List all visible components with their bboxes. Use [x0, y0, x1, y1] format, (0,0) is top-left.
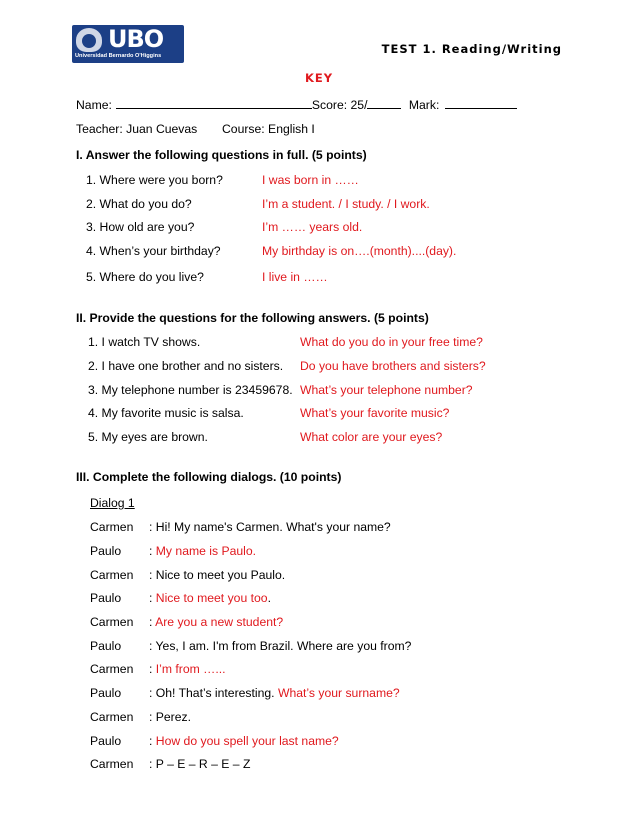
dialog-text: : Nice to meet you Paulo.	[149, 568, 286, 582]
list-item-question: 4. When’s your birthday?	[86, 244, 221, 258]
dialog-answer: Nice to meet you too	[155, 591, 268, 605]
founder-portrait-icon	[76, 28, 102, 52]
list-item-answer: I live in ……	[262, 270, 328, 284]
list-item-answer-given: 2. I have one brother and no sisters.	[88, 359, 284, 373]
dialog-answer: What’s your surname?	[277, 686, 400, 700]
teacher-label: Teacher: Juan Cuevas	[76, 122, 198, 136]
list-item-answer: My birthday is on….(month)....(day).	[262, 244, 457, 258]
dialog-text: : Oh! That’s interesting.	[149, 686, 278, 700]
dialog-text: : P – E – R – E – Z	[149, 757, 251, 771]
list-item-answer-given: 1. I watch TV shows.	[88, 335, 201, 349]
dialog-speaker: Carmen	[90, 520, 134, 534]
list-item-answer: I’m …… years old.	[262, 220, 363, 234]
section3-heading: III. Complete the following dialogs. (10 points)	[76, 470, 342, 484]
dialog-text: :	[149, 662, 156, 676]
dialog-text-tail: .	[267, 591, 271, 605]
dialog-speaker: Carmen	[90, 757, 134, 771]
dialog-line	[149, 591, 271, 605]
dialog-line	[149, 734, 339, 748]
dialog-line	[149, 710, 191, 724]
list-item-question-key: What do you do in your free time?	[300, 335, 483, 349]
course-label: Course: English I	[222, 122, 315, 136]
dialog-line	[149, 520, 391, 534]
dialog-title: Dialog 1	[90, 496, 135, 510]
dialog-text: : Yes, I am. I'm from Brazil. Where are you from?	[149, 639, 412, 653]
test-title: TEST 1. Reading/Writing	[381, 42, 562, 56]
dialog-answer: Are you a new student?	[155, 615, 284, 629]
section1-heading: I. Answer the following questions in full. (5 points)	[76, 148, 367, 162]
list-item-answer-given: 4. My favorite music is salsa.	[88, 406, 244, 420]
dialog-speaker: Carmen	[90, 710, 134, 724]
dialog-text: : Perez.	[149, 710, 191, 724]
list-item-answer: I’m a student. / I study. / I work.	[262, 197, 430, 211]
dialog-speaker: Paulo	[90, 639, 122, 653]
dialog-text: :	[149, 544, 156, 558]
dialog-answer: How do you spell your last name?	[155, 734, 339, 748]
score-blank	[367, 97, 401, 109]
dialog-answer: My name is Paulo.	[155, 544, 257, 558]
dialog-speaker: Paulo	[90, 591, 122, 605]
dialog-line	[149, 662, 226, 676]
logo-text: UBO	[108, 25, 164, 53]
list-item-question-key: What’s your favorite music?	[300, 406, 450, 420]
name-label: Name:	[76, 98, 112, 112]
list-item-answer-given: 3. My telephone number is 23459678.	[88, 383, 293, 397]
dialog-text: :	[149, 734, 156, 748]
student-info-line	[76, 97, 517, 112]
logo-subtext: Universidad Bernardo O'Higgins	[75, 53, 162, 59]
dialog-speaker: Carmen	[90, 568, 134, 582]
score-label: Score: 25/	[311, 98, 368, 112]
list-item-question: 5. Where do you live?	[86, 270, 204, 284]
dialog-line	[149, 615, 283, 629]
dialog-speaker: Paulo	[90, 686, 122, 700]
list-item-question: 2. What do you do?	[86, 197, 192, 211]
dialog-speaker: Paulo	[90, 544, 122, 558]
dialog-line	[149, 686, 400, 700]
key-label: KEY	[304, 71, 334, 85]
dialog-speaker: Carmen	[90, 662, 134, 676]
list-item-question-key: Do you have brothers and sisters?	[300, 359, 486, 373]
dialog-text: : Hi! My name's Carmen. What's your name?	[149, 520, 391, 534]
dialog-text: :	[149, 615, 156, 629]
list-item-question-key: What’s your telephone number?	[300, 383, 473, 397]
dialog-speaker: Carmen	[90, 615, 134, 629]
dialog-speaker: Paulo	[90, 734, 122, 748]
list-item-answer: I was born in ……	[262, 173, 359, 187]
dialog-line	[149, 639, 411, 653]
ubo-logo	[72, 25, 184, 63]
dialog-answer: I’m from …...	[155, 662, 226, 676]
dialog-text: :	[149, 591, 156, 605]
list-item-question: 3. How old are you?	[86, 220, 195, 234]
dialog-line	[149, 544, 256, 558]
mark-blank	[445, 97, 517, 109]
name-blank	[116, 97, 312, 109]
mark-label: Mark:	[408, 98, 440, 112]
list-item-question-key: What color are your eyes?	[300, 430, 443, 444]
list-item-question: 1. Where were you born?	[86, 173, 223, 187]
dialog-line	[149, 568, 285, 582]
section2-heading: II. Provide the questions for the following answers. (5 points)	[76, 311, 429, 325]
list-item-answer-given: 5. My eyes are brown.	[88, 430, 208, 444]
dialog-line	[149, 757, 250, 771]
